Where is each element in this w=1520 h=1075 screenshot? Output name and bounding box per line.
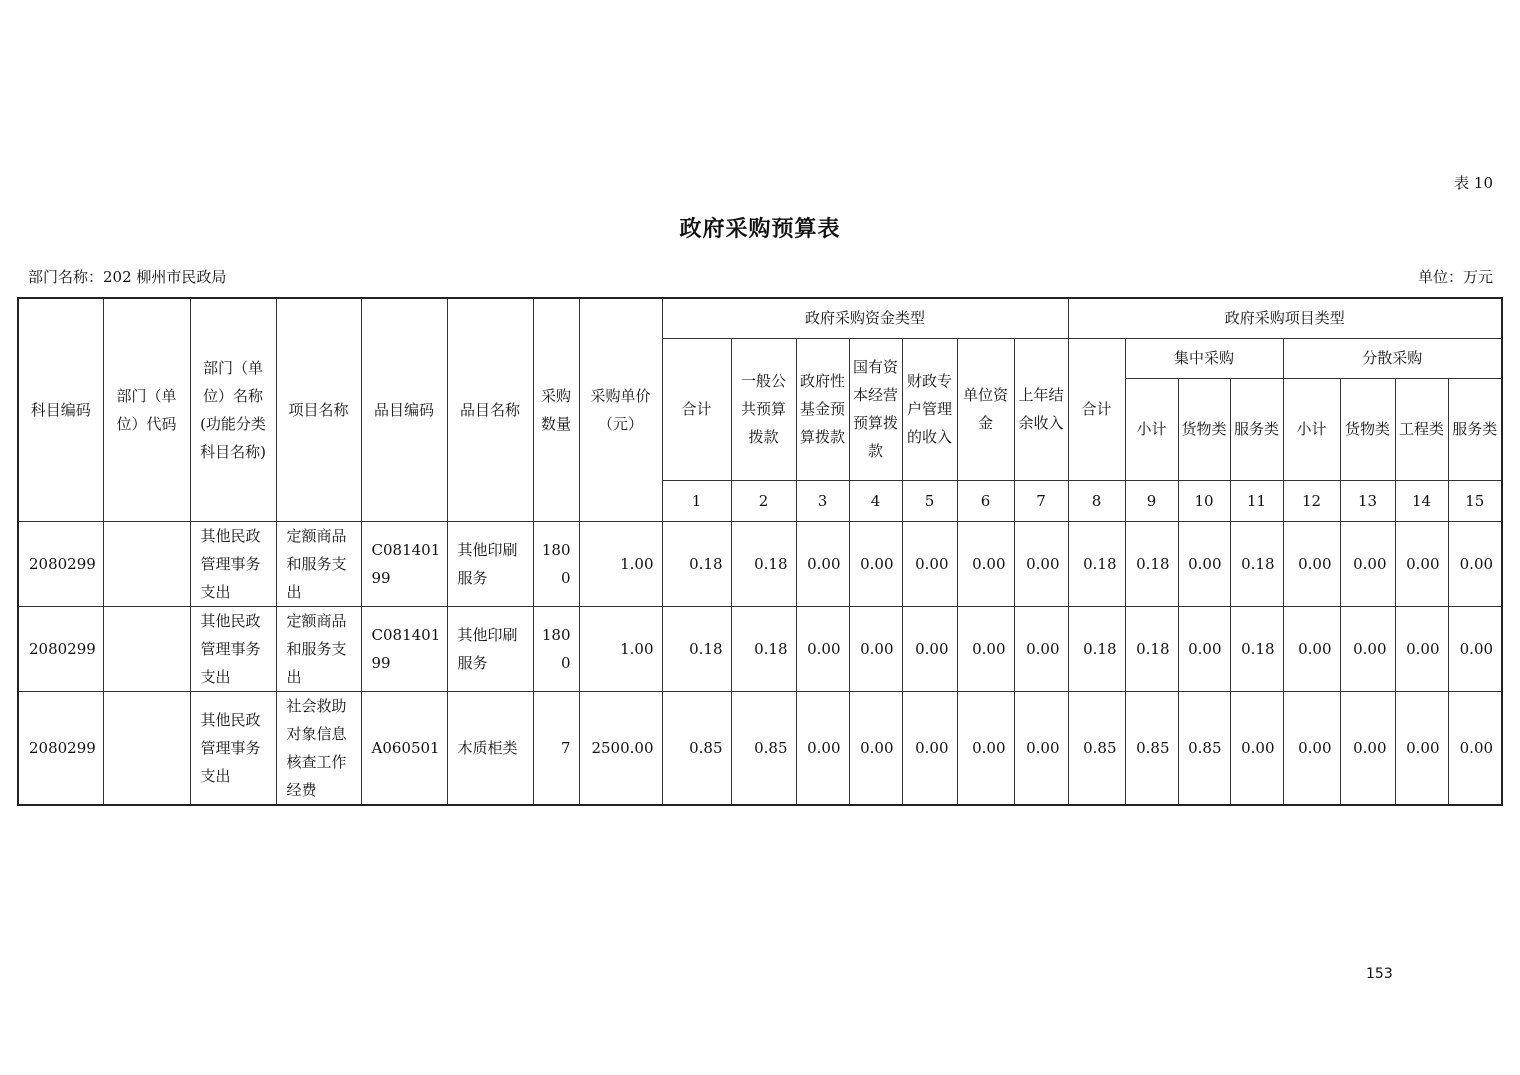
column-number: 15 xyxy=(1448,480,1502,521)
item-code-cell: C08140199 xyxy=(361,606,447,691)
page-title: 政府采购预算表 xyxy=(679,216,841,242)
header-fund-type: 政府采购资金类型 xyxy=(662,298,1068,338)
column-number: 2 xyxy=(731,480,796,521)
column-number: 10 xyxy=(1178,480,1230,521)
header-subject-code: 科目编码 xyxy=(18,298,103,521)
quantity-cell: 1800 xyxy=(533,521,579,606)
value-cell: 0.18 xyxy=(731,606,796,691)
value-cell: 0.18 xyxy=(662,606,731,691)
value-cell: 0.00 xyxy=(902,521,957,606)
value-cell: 0.00 xyxy=(1395,521,1448,606)
header-project-total: 合计 xyxy=(1068,338,1125,480)
header-unit-fund: 单位资金 xyxy=(957,338,1014,480)
table-row xyxy=(18,691,1502,805)
column-number: 6 xyxy=(957,480,1014,521)
column-number: 5 xyxy=(902,480,957,521)
item-code-cell: C08140199 xyxy=(361,521,447,606)
project-name-cell: 定额商品和服务支出 xyxy=(276,606,361,691)
dept-code-cell xyxy=(103,691,190,805)
table-row xyxy=(18,606,1502,691)
header-gov-fund: 政府性基金预算拨款 xyxy=(796,338,849,480)
header-d-subtotal: 小计 xyxy=(1283,378,1340,480)
header-c-goods: 货物类 xyxy=(1178,378,1230,480)
header-c-service: 服务类 xyxy=(1230,378,1283,480)
dept-name-cell: 其他民政管理事务支出 xyxy=(190,521,276,606)
header-project-type: 政府采购项目类型 xyxy=(1068,298,1502,338)
value-cell: 0.00 xyxy=(1448,691,1502,805)
unit-label: 单位：万元 xyxy=(1417,268,1493,286)
subject-code-cell: 2080299 xyxy=(18,691,103,805)
header-fund-total: 合计 xyxy=(662,338,731,480)
value-cell: 0.18 xyxy=(1230,606,1283,691)
header-prior-balance: 上年结余收入 xyxy=(1014,338,1068,480)
table-number: 表 10 xyxy=(1454,174,1493,192)
value-cell: 0.85 xyxy=(662,691,731,805)
value-cell: 0.00 xyxy=(957,606,1014,691)
value-cell: 0.18 xyxy=(1068,606,1125,691)
value-cell: 0.18 xyxy=(662,521,731,606)
dept-code-cell xyxy=(103,606,190,691)
value-cell: 0.00 xyxy=(1178,606,1230,691)
header-d-goods: 货物类 xyxy=(1340,378,1395,480)
value-cell: 0.85 xyxy=(1178,691,1230,805)
value-cell: 0.00 xyxy=(902,691,957,805)
value-cell: 0.00 xyxy=(1178,521,1230,606)
unit-price-cell: 1.00 xyxy=(579,606,662,691)
value-cell: 0.18 xyxy=(1125,606,1178,691)
header-state-capital: 国有资本经营预算拨款 xyxy=(849,338,902,480)
value-cell: 0.18 xyxy=(1230,521,1283,606)
item-name-cell: 其他印刷服务 xyxy=(447,521,533,606)
value-cell: 0.85 xyxy=(1125,691,1178,805)
subject-code-cell: 2080299 xyxy=(18,521,103,606)
header-item-code: 品目编码 xyxy=(361,298,447,521)
dept-name-cell: 其他民政管理事务支出 xyxy=(190,691,276,805)
header-general-budget: 一般公共预算拨款 xyxy=(731,338,796,480)
header-d-engineering: 工程类 xyxy=(1395,378,1448,480)
value-cell: 0.00 xyxy=(1340,606,1395,691)
value-cell: 0.00 xyxy=(1340,521,1395,606)
value-cell: 0.00 xyxy=(1448,521,1502,606)
dept-code-cell xyxy=(103,521,190,606)
column-number: 4 xyxy=(849,480,902,521)
value-cell: 0.00 xyxy=(1448,606,1502,691)
column-number: 7 xyxy=(1014,480,1068,521)
header-decentralized: 分散采购 xyxy=(1283,338,1502,378)
column-number: 11 xyxy=(1230,480,1283,521)
value-cell: 0.00 xyxy=(849,521,902,606)
value-cell: 0.00 xyxy=(1395,606,1448,691)
value-cell: 0.00 xyxy=(1283,606,1340,691)
quantity-cell: 7 xyxy=(533,691,579,805)
unit-price-cell: 1.00 xyxy=(579,521,662,606)
value-cell: 0.00 xyxy=(796,521,849,606)
procurement-budget-table xyxy=(17,297,1503,806)
unit-price-cell: 2500.00 xyxy=(579,691,662,805)
value-cell: 0.00 xyxy=(796,691,849,805)
column-number: 12 xyxy=(1283,480,1340,521)
header-dept-name: 部门（单位）名称(功能分类科目名称) xyxy=(190,298,276,521)
value-cell: 0.00 xyxy=(1014,606,1068,691)
table-row xyxy=(18,521,1502,606)
value-cell: 0.00 xyxy=(1395,691,1448,805)
value-cell: 0.85 xyxy=(1068,691,1125,805)
column-number: 14 xyxy=(1395,480,1448,521)
column-number: 8 xyxy=(1068,480,1125,521)
header-quantity: 采购数量 xyxy=(533,298,579,521)
value-cell: 0.00 xyxy=(957,691,1014,805)
value-cell: 0.00 xyxy=(902,606,957,691)
value-cell: 0.18 xyxy=(1125,521,1178,606)
column-number: 13 xyxy=(1340,480,1395,521)
value-cell: 0.00 xyxy=(1230,691,1283,805)
subject-code-cell: 2080299 xyxy=(18,606,103,691)
header-d-service: 服务类 xyxy=(1448,378,1502,480)
header-item-name: 品目名称 xyxy=(447,298,533,521)
department-label: 部门名称：202 柳州市民政局 xyxy=(28,268,227,286)
value-cell: 0.00 xyxy=(796,606,849,691)
page-number: 153 xyxy=(1366,966,1393,982)
item-code-cell: A060501 xyxy=(361,691,447,805)
header-dept-code: 部门（单位）代码 xyxy=(103,298,190,521)
value-cell: 0.18 xyxy=(1068,521,1125,606)
value-cell: 0.00 xyxy=(1014,521,1068,606)
value-cell: 0.00 xyxy=(957,521,1014,606)
header-centralized: 集中采购 xyxy=(1125,338,1283,378)
quantity-cell: 1800 xyxy=(533,606,579,691)
value-cell: 0.85 xyxy=(731,691,796,805)
item-name-cell: 其他印刷服务 xyxy=(447,606,533,691)
item-name-cell: 木质柜类 xyxy=(447,691,533,805)
header-project-name: 项目名称 xyxy=(276,298,361,521)
header-special-account: 财政专户管理的收入 xyxy=(902,338,957,480)
value-cell: 0.00 xyxy=(849,606,902,691)
column-number: 1 xyxy=(662,480,731,521)
value-cell: 0.18 xyxy=(731,521,796,606)
header-unit-price: 采购单价（元） xyxy=(579,298,662,521)
value-cell: 0.00 xyxy=(1340,691,1395,805)
project-name-cell: 定额商品和服务支出 xyxy=(276,521,361,606)
value-cell: 0.00 xyxy=(1283,521,1340,606)
project-name-cell: 社会救助对象信息核查工作经费 xyxy=(276,691,361,805)
header-c-subtotal: 小计 xyxy=(1125,378,1178,480)
value-cell: 0.00 xyxy=(1283,691,1340,805)
dept-name-cell: 其他民政管理事务支出 xyxy=(190,606,276,691)
column-number: 3 xyxy=(796,480,849,521)
column-number: 9 xyxy=(1125,480,1178,521)
value-cell: 0.00 xyxy=(1014,691,1068,805)
value-cell: 0.00 xyxy=(849,691,902,805)
